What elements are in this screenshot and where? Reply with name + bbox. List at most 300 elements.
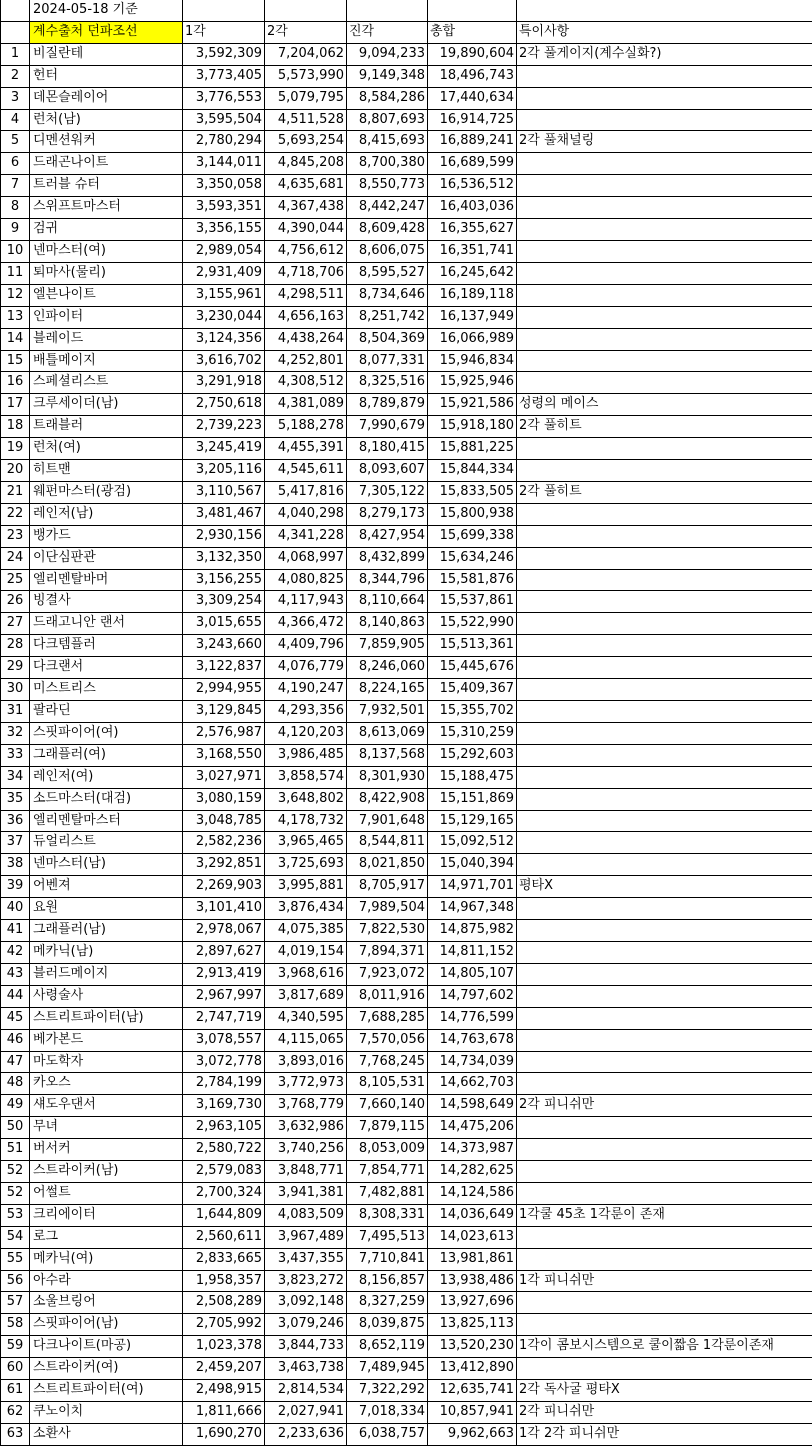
value-1st: 3,015,655 — [183, 613, 265, 635]
value-true: 8,584,286 — [347, 87, 428, 109]
class-name: 넨마스터(남) — [30, 854, 183, 876]
value-2nd: 3,941,381 — [265, 1182, 347, 1204]
value-2nd: 4,120,203 — [265, 722, 347, 744]
value-true: 7,923,072 — [347, 963, 428, 985]
class-name: 그래플러(남) — [30, 920, 183, 942]
value-2nd: 4,381,089 — [265, 394, 347, 416]
note: 성령의 메이스 — [517, 394, 812, 416]
value-1st: 3,027,971 — [183, 766, 265, 788]
class-name: 인파이터 — [30, 306, 183, 328]
value-total: 14,282,625 — [428, 1161, 517, 1183]
table-row — [1, 394, 812, 416]
value-true: 8,652,119 — [347, 1336, 428, 1358]
value-total: 15,445,676 — [428, 657, 517, 679]
value-true: 8,110,664 — [347, 591, 428, 613]
row-index: 2 — [1, 65, 30, 87]
col3-header: 진각 — [347, 21, 428, 43]
value-total: 12,635,741 — [428, 1380, 517, 1402]
value-2nd: 3,876,434 — [265, 898, 347, 920]
value-2nd: 3,079,246 — [265, 1314, 347, 1336]
value-2nd: 4,455,391 — [265, 438, 347, 460]
value-true: 8,415,693 — [347, 131, 428, 153]
note — [517, 1182, 812, 1204]
value-total: 14,734,039 — [428, 1051, 517, 1073]
class-name: 런처(남) — [30, 109, 183, 131]
value-1st: 2,897,627 — [183, 941, 265, 963]
class-name: 크루세이더(남) — [30, 394, 183, 416]
value-total: 14,797,602 — [428, 985, 517, 1007]
value-1st: 3,245,419 — [183, 438, 265, 460]
note: 2각 독사굴 평타X — [517, 1380, 812, 1402]
value-2nd: 3,817,689 — [265, 985, 347, 1007]
row-index: 10 — [1, 240, 30, 262]
note — [517, 854, 812, 876]
note — [517, 1314, 812, 1336]
value-1st: 2,582,236 — [183, 832, 265, 854]
table-row — [1, 219, 812, 241]
row-index: 5 — [1, 131, 30, 153]
value-1st: 2,963,105 — [183, 1117, 265, 1139]
class-name: 쿠노이치 — [30, 1402, 183, 1424]
class-name: 베가본드 — [30, 1029, 183, 1051]
class-name: 사령술사 — [30, 985, 183, 1007]
class-name: 비질란테 — [30, 43, 183, 65]
value-1st: 3,205,116 — [183, 460, 265, 482]
class-name: 디멘션워커 — [30, 131, 183, 153]
value-2nd: 4,409,796 — [265, 635, 347, 657]
value-total: 14,373,987 — [428, 1139, 517, 1161]
class-name: 어썰트 — [30, 1182, 183, 1204]
row-index: 52 — [1, 1161, 30, 1183]
value-1st: 3,124,356 — [183, 328, 265, 350]
table-row — [1, 591, 812, 613]
note: 1각 피니쉬만 — [517, 1270, 812, 1292]
value-2nd: 4,190,247 — [265, 679, 347, 701]
value-total: 16,914,725 — [428, 109, 517, 131]
value-1st: 3,350,058 — [183, 175, 265, 197]
value-true: 7,822,530 — [347, 920, 428, 942]
class-name: 어벤져 — [30, 876, 183, 898]
value-total: 14,811,152 — [428, 941, 517, 963]
value-true: 8,504,369 — [347, 328, 428, 350]
class-name: 스페셜리스트 — [30, 372, 183, 394]
value-true: 7,854,771 — [347, 1161, 428, 1183]
value-total: 15,881,225 — [428, 438, 517, 460]
row-index: 33 — [1, 744, 30, 766]
note — [517, 306, 812, 328]
class-name: 소환사 — [30, 1423, 183, 1445]
note: 2각 피니쉬만 — [517, 1095, 812, 1117]
value-total: 14,124,586 — [428, 1182, 517, 1204]
value-total: 15,921,586 — [428, 394, 517, 416]
value-2nd: 7,204,062 — [265, 43, 347, 65]
value-total: 9,962,663 — [428, 1423, 517, 1445]
value-2nd: 3,092,148 — [265, 1292, 347, 1314]
value-1st: 3,230,044 — [183, 306, 265, 328]
value-true: 7,932,501 — [347, 701, 428, 723]
value-2nd: 5,417,816 — [265, 481, 347, 503]
note: 1각이 콤보시스템으로 쿨이짧음 1각룬이존재 — [517, 1336, 812, 1358]
value-total: 13,938,486 — [428, 1270, 517, 1292]
table-row — [1, 963, 812, 985]
value-2nd: 3,995,881 — [265, 876, 347, 898]
row-index: 18 — [1, 416, 30, 438]
value-total: 15,188,475 — [428, 766, 517, 788]
note — [517, 613, 812, 635]
class-name: 트러블 슈터 — [30, 175, 183, 197]
value-2nd: 5,693,254 — [265, 131, 347, 153]
note — [517, 1358, 812, 1380]
table-row — [1, 985, 812, 1007]
value-1st: 2,931,409 — [183, 262, 265, 284]
value-1st: 1,644,809 — [183, 1204, 265, 1226]
total-header: 총합 — [428, 21, 517, 43]
note: 2각 풀게이지(계수실화?) — [517, 43, 812, 65]
table-row — [1, 240, 812, 262]
note — [517, 1248, 812, 1270]
value-true: 8,550,773 — [347, 175, 428, 197]
note — [517, 1117, 812, 1139]
value-true: 8,279,173 — [347, 503, 428, 525]
row-index: 24 — [1, 547, 30, 569]
note — [517, 744, 812, 766]
value-total: 15,355,702 — [428, 701, 517, 723]
value-1st: 2,784,199 — [183, 1073, 265, 1095]
class-name: 그래플러(여) — [30, 744, 183, 766]
value-true: 8,422,908 — [347, 788, 428, 810]
value-total: 16,066,989 — [428, 328, 517, 350]
value-true: 7,901,648 — [347, 810, 428, 832]
value-1st: 3,132,350 — [183, 547, 265, 569]
row-index: 55 — [1, 1248, 30, 1270]
row-index: 44 — [1, 985, 30, 1007]
row-index: 51 — [1, 1139, 30, 1161]
table-row — [1, 43, 812, 65]
value-total: 14,875,982 — [428, 920, 517, 942]
value-1st: 2,700,324 — [183, 1182, 265, 1204]
class-name: 로그 — [30, 1226, 183, 1248]
note — [517, 657, 812, 679]
value-1st: 3,169,730 — [183, 1095, 265, 1117]
table-row — [1, 306, 812, 328]
value-true: 8,609,428 — [347, 219, 428, 241]
table-row — [1, 416, 812, 438]
value-1st: 3,122,837 — [183, 657, 265, 679]
value-1st: 2,833,665 — [183, 1248, 265, 1270]
value-1st: 3,155,961 — [183, 284, 265, 306]
row-index: 48 — [1, 1073, 30, 1095]
row-index: 43 — [1, 963, 30, 985]
class-name: 스핏파이어(남) — [30, 1314, 183, 1336]
value-1st: 3,481,467 — [183, 503, 265, 525]
note: 2각 풀히트 — [517, 481, 812, 503]
value-true: 7,322,292 — [347, 1380, 428, 1402]
value-2nd: 3,986,485 — [265, 744, 347, 766]
value-true: 8,705,917 — [347, 876, 428, 898]
table-row — [1, 1226, 812, 1248]
class-name: 메카닉(여) — [30, 1248, 183, 1270]
note — [517, 701, 812, 723]
table-row — [1, 1270, 812, 1292]
value-2nd: 5,188,278 — [265, 416, 347, 438]
value-1st: 3,593,351 — [183, 197, 265, 219]
row-index: 39 — [1, 876, 30, 898]
table-row — [1, 460, 812, 482]
value-2nd: 3,823,272 — [265, 1270, 347, 1292]
class-name: 스트라이커(남) — [30, 1161, 183, 1183]
table-row — [1, 1073, 812, 1095]
value-total: 14,023,613 — [428, 1226, 517, 1248]
value-true: 8,077,331 — [347, 350, 428, 372]
table-row — [1, 744, 812, 766]
note — [517, 569, 812, 591]
col2-header: 2각 — [265, 21, 347, 43]
value-total: 17,440,634 — [428, 87, 517, 109]
note — [517, 963, 812, 985]
value-true: 8,156,857 — [347, 1270, 428, 1292]
value-1st: 2,580,722 — [183, 1139, 265, 1161]
value-total: 16,355,627 — [428, 219, 517, 241]
value-1st: 3,101,410 — [183, 898, 265, 920]
value-total: 14,967,348 — [428, 898, 517, 920]
row-index: 29 — [1, 657, 30, 679]
value-true: 7,570,056 — [347, 1029, 428, 1051]
value-total: 16,189,118 — [428, 284, 517, 306]
row-index: 45 — [1, 1007, 30, 1029]
class-name: 히트맨 — [30, 460, 183, 482]
value-2nd: 4,019,154 — [265, 941, 347, 963]
class-name: 뱅가드 — [30, 525, 183, 547]
table-row — [1, 810, 812, 832]
row-index: 3 — [1, 87, 30, 109]
table-row — [1, 941, 812, 963]
value-true: 8,301,930 — [347, 766, 428, 788]
row-index: 58 — [1, 1314, 30, 1336]
note — [517, 1007, 812, 1029]
note — [517, 219, 812, 241]
value-total: 15,833,505 — [428, 481, 517, 503]
table-row — [1, 1292, 812, 1314]
value-total: 16,536,512 — [428, 175, 517, 197]
note: 2각 피니쉬만 — [517, 1402, 812, 1424]
table-row — [1, 722, 812, 744]
value-true: 7,894,371 — [347, 941, 428, 963]
note — [517, 985, 812, 1007]
value-2nd: 5,079,795 — [265, 87, 347, 109]
class-name: 스핏파이어(여) — [30, 722, 183, 744]
value-1st: 1,690,270 — [183, 1423, 265, 1445]
row-index: 54 — [1, 1226, 30, 1248]
note — [517, 1139, 812, 1161]
value-1st: 2,459,207 — [183, 1358, 265, 1380]
table-row — [1, 131, 812, 153]
value-total: 15,581,876 — [428, 569, 517, 591]
row-index: 56 — [1, 1270, 30, 1292]
value-2nd: 3,968,616 — [265, 963, 347, 985]
value-true: 8,140,863 — [347, 613, 428, 635]
table-row — [1, 766, 812, 788]
source-header: 계수출처 던파조선 — [30, 21, 183, 43]
note — [517, 1161, 812, 1183]
value-2nd: 3,740,256 — [265, 1139, 347, 1161]
value-total: 13,520,230 — [428, 1336, 517, 1358]
value-true: 8,325,516 — [347, 372, 428, 394]
note — [517, 438, 812, 460]
note — [517, 350, 812, 372]
value-total: 18,496,743 — [428, 65, 517, 87]
value-total: 15,800,938 — [428, 503, 517, 525]
value-2nd: 4,040,298 — [265, 503, 347, 525]
col1-header: 1각 — [183, 21, 265, 43]
row-index: 40 — [1, 898, 30, 920]
table-row — [1, 262, 812, 284]
value-total: 15,409,367 — [428, 679, 517, 701]
class-name: 마도학자 — [30, 1051, 183, 1073]
value-total: 15,925,946 — [428, 372, 517, 394]
class-name: 빙결사 — [30, 591, 183, 613]
table-row — [1, 1161, 812, 1183]
note — [517, 832, 812, 854]
value-1st: 3,168,550 — [183, 744, 265, 766]
note — [517, 153, 812, 175]
corner-cell — [1, 0, 30, 21]
value-total: 15,634,246 — [428, 547, 517, 569]
note — [517, 1292, 812, 1314]
table-row — [1, 876, 812, 898]
value-total: 15,844,334 — [428, 460, 517, 482]
table-row — [1, 679, 812, 701]
class-name: 엘븐나이트 — [30, 284, 183, 306]
class-name: 스트라이커(여) — [30, 1358, 183, 1380]
value-total: 14,776,599 — [428, 1007, 517, 1029]
row-index: 59 — [1, 1336, 30, 1358]
note: 2각 풀히트 — [517, 416, 812, 438]
row-index: 57 — [1, 1292, 30, 1314]
class-name: 검귀 — [30, 219, 183, 241]
class-name: 스트리트파이터(여) — [30, 1380, 183, 1402]
class-name: 버서커 — [30, 1139, 183, 1161]
value-total: 16,245,642 — [428, 262, 517, 284]
value-1st: 2,989,054 — [183, 240, 265, 262]
value-1st: 2,780,294 — [183, 131, 265, 153]
class-name: 드래곤나이트 — [30, 153, 183, 175]
note — [517, 1226, 812, 1248]
value-true: 8,344,796 — [347, 569, 428, 591]
value-2nd: 5,573,990 — [265, 65, 347, 87]
row-index: 61 — [1, 1380, 30, 1402]
value-2nd: 4,308,512 — [265, 372, 347, 394]
row-index: 46 — [1, 1029, 30, 1051]
note — [517, 87, 812, 109]
value-1st: 2,705,992 — [183, 1314, 265, 1336]
table-row — [1, 481, 812, 503]
note — [517, 109, 812, 131]
note — [517, 591, 812, 613]
value-true: 8,093,607 — [347, 460, 428, 482]
value-total: 16,403,036 — [428, 197, 517, 219]
value-2nd: 3,965,465 — [265, 832, 347, 854]
value-1st: 2,739,223 — [183, 416, 265, 438]
class-name: 블러드메이지 — [30, 963, 183, 985]
value-1st: 2,913,419 — [183, 963, 265, 985]
value-2nd: 4,083,509 — [265, 1204, 347, 1226]
value-true: 8,011,916 — [347, 985, 428, 1007]
table-row — [1, 328, 812, 350]
value-2nd: 2,814,534 — [265, 1380, 347, 1402]
class-name: 아수라 — [30, 1270, 183, 1292]
table-row — [1, 1117, 812, 1139]
note: 1각 2각 피니쉬만 — [517, 1423, 812, 1445]
value-2nd: 3,632,986 — [265, 1117, 347, 1139]
row-index: 4 — [1, 109, 30, 131]
value-1st: 3,048,785 — [183, 810, 265, 832]
value-total: 14,036,649 — [428, 1204, 517, 1226]
class-name: 엘리멘탈바머 — [30, 569, 183, 591]
row-index: 16 — [1, 372, 30, 394]
note — [517, 898, 812, 920]
value-2nd: 4,545,611 — [265, 460, 347, 482]
value-2nd: 3,967,489 — [265, 1226, 347, 1248]
note — [517, 503, 812, 525]
table-row — [1, 438, 812, 460]
value-total: 16,137,949 — [428, 306, 517, 328]
value-2nd: 4,635,681 — [265, 175, 347, 197]
value-true: 8,053,009 — [347, 1139, 428, 1161]
value-total: 13,981,861 — [428, 1248, 517, 1270]
value-true: 9,094,233 — [347, 43, 428, 65]
note — [517, 65, 812, 87]
row-index: 32 — [1, 722, 30, 744]
class-name: 소드마스터(대검) — [30, 788, 183, 810]
note — [517, 920, 812, 942]
class-name: 블레이드 — [30, 328, 183, 350]
table-row — [1, 197, 812, 219]
table-row — [1, 350, 812, 372]
value-total: 15,537,861 — [428, 591, 517, 613]
value-true: 7,879,115 — [347, 1117, 428, 1139]
table-row — [1, 832, 812, 854]
value-true: 7,489,945 — [347, 1358, 428, 1380]
value-true: 8,544,811 — [347, 832, 428, 854]
value-total: 13,927,696 — [428, 1292, 517, 1314]
table-row — [1, 65, 812, 87]
table-row — [1, 1423, 812, 1445]
value-1st: 3,595,504 — [183, 109, 265, 131]
row-index: 35 — [1, 788, 30, 810]
value-2nd: 4,340,595 — [265, 1007, 347, 1029]
row-index: 38 — [1, 854, 30, 876]
table-row — [1, 525, 812, 547]
value-1st: 3,078,557 — [183, 1029, 265, 1051]
row-index: 25 — [1, 569, 30, 591]
value-true: 8,432,899 — [347, 547, 428, 569]
table-row — [1, 1007, 812, 1029]
note — [517, 547, 812, 569]
class-name: 트래블러 — [30, 416, 183, 438]
table-row — [1, 284, 812, 306]
row-index: 47 — [1, 1051, 30, 1073]
table-row — [1, 1204, 812, 1226]
value-true: 8,606,075 — [347, 240, 428, 262]
class-name: 스트리트파이터(남) — [30, 1007, 183, 1029]
value-1st: 3,616,702 — [183, 350, 265, 372]
class-name: 엘리멘탈마스터 — [30, 810, 183, 832]
row-index: 6 — [1, 153, 30, 175]
note — [517, 328, 812, 350]
class-name: 데몬슬레이어 — [30, 87, 183, 109]
value-total: 16,351,741 — [428, 240, 517, 262]
note — [517, 240, 812, 262]
